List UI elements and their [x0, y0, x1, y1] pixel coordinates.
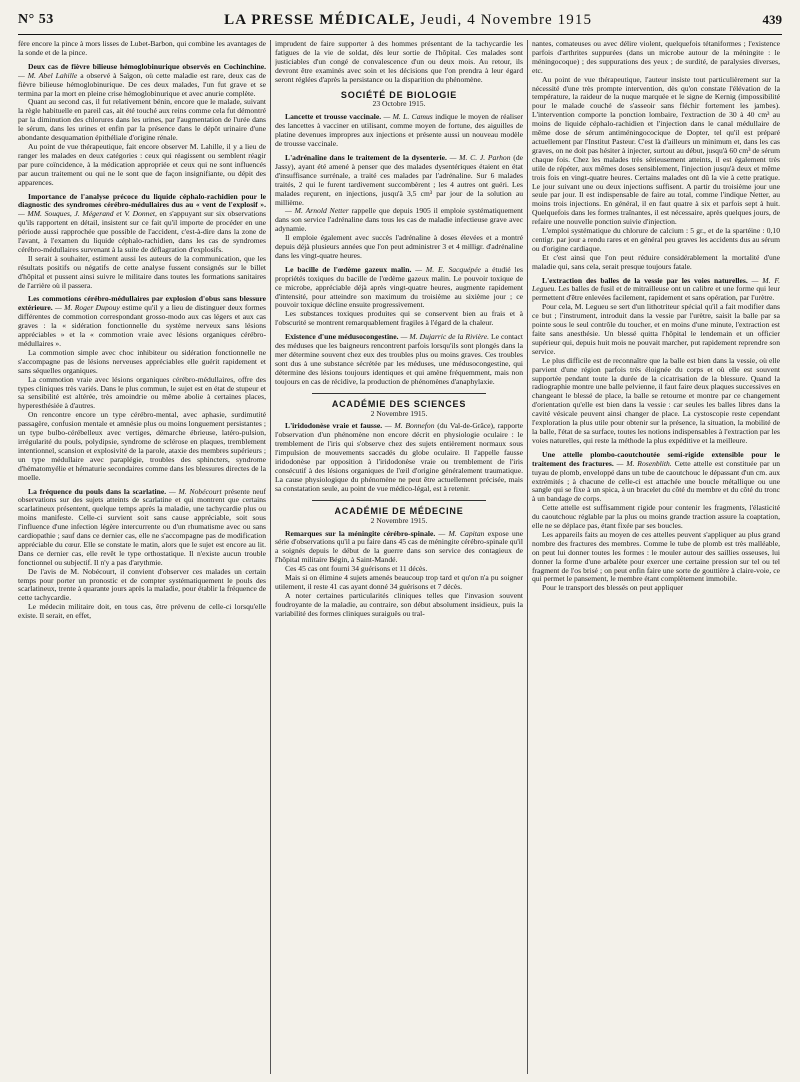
column-1	[18, 40, 266, 1082]
article-text: présente neuf observations sur des sujets atteints de scarlatine et qui montrent que certains scarlatineux présentent, quelque temps après la maladie, une tachycardie plus ou moins manifeste. Celle-ci survient soit sans cause appréciable, soit sous l'influence d'une infection légère intercurrente ou d'un rhumatisme avec ou sans cardiopathie ; sauf dans ce dernier cas, elle ne s'accompagne pas de modification appréciable du cœur. Elle se constate le matin, alors que le sujet est encore au lit. Dans ce dernier cas, elle revêt le type orthostatique. Il n'existe aucun trouble fonctionnel ou subjectif. Il n'y a pas d'arythmie.	[18, 486, 266, 567]
section-date: 23 Octobre 1915.	[372, 99, 426, 109]
article-heading: Existence d'une médusocongestine.	[285, 332, 399, 342]
article-heading: Le bacille de l'œdème gazeux malin.	[285, 264, 412, 274]
article-text: en s'appuyant sur six observations qu'ils rapportent en détail, insistent sur ce fait qu'il importe de procéder en une période aussi rapprochée que possible de l'accident, c'est-à-dire dans la zone de l'avant, à l'examen du liquide céphalo-rachidien, dans les cas de syndromes cérébro-médullaires survenant à la suite de déflagration d'explosifs.	[18, 209, 266, 254]
section-title: ACADÉMIE DE MÉDECINE	[334, 505, 464, 516]
issue-date: Jeudi, 4 Novembre 1915	[420, 11, 593, 28]
article-lead	[275, 113, 523, 149]
paragraph: Le médecin militaire doit, en tous cas, être prévenu de celle-ci lorsqu'elle existe. Il serait, en effet,	[18, 602, 266, 621]
paragraph: nantes, comateuses ou avec délire violent, quelquefois tétaniformes ; l'existence parfois d'arthrites suppurées (dans un microbe autour de la méningite : le méningocoque) ; des suppurations des yeux ; de surdité, de paralysies diverses, etc.	[532, 40, 780, 75]
article-author: — M. E. Sacquépée	[415, 264, 481, 274]
article-text: Cette attelle est constituée par un tuyau de plomb, enveloppé dans un tube de caoutchouc le dépassant d'un cm. aux extrémités ; à chacune de celle-ci est attachée une boucle métallique ou une sangle qui se fixe à un spica, à un bracelet du côté du membre et du côté du tronc à un bandage de corps.	[532, 458, 780, 504]
article-text: (du Val-de-Grâce), rapporte l'observation d'un phénomène non encore décrit en physiologie oculaire : le tremblement de l'iris qui s'observe chez des sujets entièrement normaux sous l'impulsion de mouvements saccadés du globe oculaire. Il l'appelle fausse iridodonèse par opposition à l'iridodonèse vraie ou tremblement de l'iris consécutif à des lésions organiques de l'œil d'origine généralement traumatique. La cause physiologique du phénomène ne peut être actuellement précisée, mais sa constatation seule, au point de vue médico-légal, est à retenir.	[275, 421, 523, 493]
article-text: estime qu'il y a lieu de distinguer deux formes différentes de commotion correspondant grosso-modo aux cas légers et aux cas graves : la « sidération fonctionnelle du système nerveux sans lésions appréciables » et la « commotion vraie avec lésions organiques cérébro-médullaires ».	[18, 303, 266, 348]
article-text: rappelle que depuis 1905 il emploie systématiquement dans son service l'adrénaline dans tous les cas de maladie infectieuse grave avec adynamie.	[275, 206, 523, 234]
article-author: — M. L. Camus	[383, 112, 433, 122]
paragraph: Quant au second cas, il fut relativement bénin, encore que le malade, suivant la règle habituelle en pareil cas, ait été touché aux reins comme cela fut démontré par la diminution des chlorures dans les urines, par l'augmentation de l'urée dans le sérum, dans les urines et enfin par la présence dans le dépôt urinaire d'une abondante desquamation épithéliale d'origine rénale.	[18, 97, 266, 143]
article-lead	[18, 193, 266, 255]
page-number: 439	[762, 12, 782, 27]
section-divider	[312, 500, 486, 501]
article-lead	[275, 154, 523, 207]
article-author: — M. C. J. Parhon	[449, 152, 511, 162]
article-lead	[275, 266, 523, 311]
article-author: — M. Bonnefon	[384, 421, 435, 431]
article-text: (de Jassy), ayant été amené à penser que des malades dysentériques étaient en état d'insuffisance surrénale, a traité ces malades par l'adrénaline. Sur 6 malades traités, 2 qui le furent tardivement succombèrent ; les 4 autres ont guéri. Les malades reçurent, en injections, jusqu'à 3,5 cm³ par jour de la solution au millième.	[275, 152, 523, 207]
column-rule	[527, 40, 528, 1074]
journal-title: LA PRESSE MÉDICALE,	[224, 11, 416, 28]
section-title: SOCIÉTÉ DE BIOLOGIE	[340, 89, 458, 100]
article-author: — M. Roger Dupouy	[55, 303, 120, 313]
paragraph: imprudent de faire supporter à des hommes présentant de la tachycardie les fatigues de la vie de soldat, dès leur sortie de l'hôpital. Ces malades sont justiciables d'un congé de convalescence d'un ou deux mois. Au retour, ils devront être examinés avec soin et les décisions que l'on prendra à leur égard seront réglées d'après la persistance ou la disparition du phénomène.	[275, 40, 523, 84]
article-text: Les balles de fusil et de mitrailleuse ont un calibre et une forme qui leur permettent d'être enlevées facilement, rapidement et sans opération, par l'urètre.	[532, 284, 780, 303]
column-2	[275, 40, 523, 1082]
paragraph: Pour le transport des blessés on peut appliquer	[542, 583, 684, 593]
article-heading: La fréquence du pouls dans la scarlatine.	[28, 486, 167, 496]
page-header	[18, 6, 782, 35]
column-rule	[270, 40, 271, 1074]
section-title: ACADÉMIE DES SCIENCES	[331, 398, 467, 409]
paragraph: Il serait à souhaiter, estiment aussi les auteurs de la communication, que les résultats positifs ou négatifs de cette analyse fussent consignés sur le billet d'hôpital et pussent ainsi suivre le militaire dans toutes les formations sanitaires de l'arrière où il passera.	[18, 253, 266, 290]
article-lead	[18, 295, 266, 348]
article-author: — M. Dujarric de la Rivière.	[400, 332, 489, 342]
article-heading: Une attelle plombo-caoutchoutée semi-rigide extensible pour le traitement des fractures.	[532, 449, 780, 468]
article-lead	[532, 277, 780, 304]
paragraph: La commotion vraie avec lésions organiques cérébro-médullaires, offre des types cliniques très variés. Dans le plus commun, le sujet est en état de stupeur et sa sensibilité est altérée, très amoindrie ou même abolie à certaines places, hyperesthésiée à d'autres.	[18, 374, 266, 411]
text-columns	[18, 40, 782, 1082]
paragraph: La commotion simple avec choc inhibiteur ou sidération fonctionnelle ne s'accompagne pas de lésions nerveuses appréciables elle guérit rapidement et sans séquelles organiques.	[18, 347, 266, 375]
issue-number: N° 53	[18, 12, 54, 27]
article-lead	[275, 422, 523, 493]
article-text: indique le moyen de réaliser des lancettes à vacciner en utilisant, comme moyen de fortune, des aiguilles de platine devenues impropres aux injections et présente aussi un nouveau modèle de trousse vaccinale.	[275, 112, 523, 149]
paragraph: Cette attelle est suffisamment rigide pour contenir les fragments, l'élasticité du caoutchouc réglable par la plus ou moins grande traction assure la coaptation, elle ne se déplace pas, étant fixée par ses boucles.	[532, 503, 780, 531]
article-heading: Les commotions cérébro-médullaires par explosion d'obus sans blessure extérieure.	[18, 294, 266, 313]
section-date: 2 Novembre 1915.	[370, 515, 428, 525]
article-lead	[275, 333, 523, 386]
paragraph: On rencontre encore un type cérébro-mental, avec aphasie, surdimutité passagère, confusion mentale et amnésie plus ou moins longuement persistantes ; un type bulbo-cérébelleux avec vertiges, démarche ébrieuse, latéro-pulsion, irrégularité du pouls, polydipsie, syndrome de sclérose en plaques, tremblement intentionnel, scansion et explosivité de la parole, ataxie des membres supérieurs ; un type médullaire avec paraplégie, troubles des sphincters, syndrome d'hématomyélie et hématurie secondaires comme dans les blessures directes de la moelle.	[18, 410, 266, 482]
paragraph: Ces 45 cas ont fourni 34 guérisons et 11 décès.	[285, 564, 428, 574]
section-date: 2 Novembre 1915.	[370, 408, 428, 418]
article-lead	[532, 451, 780, 504]
paragraph: Les substances toxiques produites qui se conservent bien au frais et à l'obscurité se montrent remarquablement fragiles à l'égard de la chaleur.	[275, 309, 523, 328]
article-heading: Deux cas de fièvre bilieuse hémoglobinurique observés en Cochinchine.	[28, 61, 266, 71]
paragraph: Et c'est ainsi que l'on peut réduire considérablement la mortalité d'une maladie qui, sans cela, serait presque toujours fatale.	[532, 252, 780, 271]
article-lead	[18, 63, 266, 99]
paragraph: L'emploi systématique du chlorure de calcium : 5 gr., et de la spartéine : 0,10 centigr. par jour a rendu rares et en général peu graves les accidents dus au sérum ou d'origine cardiaque.	[532, 226, 780, 253]
column-3	[532, 40, 780, 1082]
article-author: — M. F. Legueu.	[532, 275, 780, 294]
article-author: — MM. Souques, J. Mégerand et V. Donnet,	[18, 209, 157, 219]
article-author: — M. Nobécourt	[168, 486, 222, 496]
section-divider	[312, 393, 486, 394]
article-author: — M. Rosenblith.	[616, 458, 672, 468]
paragraph: Pour cela, M. Legueu se sert d'un lithotriteur spécial qu'il a fait modifier dans ce but ; l'instrument, introduit dans la vessie par l'urètre, saisit la balle par sa pointe sous le seul contrôle du toucher, et en moins d'une minute, l'extraction est faite sans anesthésie. Un blessé quitta l'hôpital le lendemain et un officier supérieur qui, depuis huit mois ne pouvait marcher, put rapidement reprendre son service.	[532, 302, 780, 356]
article-heading: L'iridodonèse vraie et fausse.	[285, 421, 383, 431]
paragraph: Au point de vue thérapeutique, fait encore observer M. Lahille, il y a lieu de ranger les malades en deux catégories : ceux qui réagissent ou semblent réagir par pure coïncidence, à la médication appropriée et ceux qui ne sont influencés par aucun traitement ou qui ne le sont que de façon insignifiante, ou dépit des apparences.	[18, 141, 266, 187]
paragraph: fère encore la pince à mors lisses de Lubet-Barbon, qui combine les avantages de la sonde et de la pince.	[18, 40, 266, 57]
article-author: — M. Arnold Netter	[285, 206, 349, 216]
journal-title-line	[224, 12, 592, 29]
article-heading: L'extraction des balles de la vessie par les voies naturelles.	[542, 275, 748, 285]
article-heading: Importance de l'analyse précoce du liquide céphalo-rachidien pour le diagnostic des syndromes cérébro-médullaires dus au « vent de l'explosif ».	[18, 191, 266, 210]
paragraph: Les appareils faits au moyen de ces attelles peuvent s'appliquer au plus grand nombre des fractures des membres. Comme le tube de plomb est très malléable, on peut lui donner toutes les formes : le mouler autour des saillies osseuses, lui donner la forme d'une arbalète pour exercer une certaine pression sur tel ou tel fragment de l'os brisé ; on peut enfin faire une sorte de gouttière à claire-voie, ce qui permet le pansement, le membre étant complètement immobile.	[532, 529, 780, 584]
article-text: a étudié les propriétés toxiques du bacille de l'œdème gazeux malin. Le pouvoir toxique de ce microbe, appréciable déjà après vingt-quatre heures, augmente rapidement d'intensité, pour atteindre son maximum du troisième au sixième jour ; ce pouvoir toxique décline ensuite progressivement.	[275, 264, 523, 310]
article-lead	[18, 488, 266, 568]
article-heading: Lancette et trousse vaccinale.	[285, 112, 382, 122]
paragraph: A noter certaines particularités cliniques telles que l'invasion souvent foudroyante de la maladie, au contraire, son début absolument insidieux, puis la variabilité des formes cliniques suraiguës ou tral-	[275, 590, 523, 618]
article-text: Le contact des méduses que les baigneurs rencontrent parfois lorsqu'ils sont plongés dans la mer détermine souvent chez eux des troubles plus ou moins graves. Ces troubles sont dus à une substance sécrétée par les méduses, une médusocongestine, qui détermine des lésions toujours identiques et qui amène fréquemment, mais non toujours en cas de récidive, la production de phénomènes d'anaphylaxie.	[275, 332, 523, 386]
article-heading: L'adrénaline dans le traitement de la dysenterie.	[285, 152, 447, 162]
paragraph: Il emploie également avec succès l'adrénaline à doses élevées et a montré depuis déjà plusieurs années que l'on peut administrer 3 et 4 milligr. d'adrénaline dans les vingt-quatre heures.	[275, 233, 523, 260]
paragraph: De l'avis de M. Nobécourt, il convient d'observer ces malades un certain temps pour porter un pronostic et de compter systématiquement le pouls des scarlatineux, trente à quarante jours après la maladie, pour établir la fréquence de cette tachycardie.	[18, 566, 266, 603]
article-heading: Remarques sur la méningite cérébro-spinale.	[285, 528, 436, 538]
paragraph: Le plus difficile est de reconnaître que la balle est bien dans la vessie, où elle parvient d'une région parfois très éloignée du corps et où elle est souvent supportée pendant toute la durée de la cicatrisation de la blessure. Quand la radiographie montre une balle pelvienne, il faut faire deux plaques successives en changeant le blessé de place, la balle se retourne et montre par ce changement d'orientation qu'elle est bien dans la vessie : car seules les balles libres dans la cavité vésicale peuvent ainsi changer de place. La cystoscopie reste cependant l'exploration la plus utile pour obtenir sur la présence, la situation, la mobilité de la balle, l'état de sa surface, toutes les notions indispensables à l'extraction par les voies naturelles, qui reste la méthode la plus expéditive et la meilleure.	[532, 355, 780, 445]
article-text: a observé à Saïgon, où cette maladie est rare, deux cas de fièvre bilieuse hémoglobinurique. De ces deux malades, l'un fut grave et se termina par la mort en pleine crise hémoglobinurique et avec anurie complète.	[18, 70, 266, 98]
article-lead	[275, 530, 523, 566]
paragraph: Au point de vue thérapeutique, l'auteur insiste tout particulièrement sur la nécessité d'une très prompte intervention, dès qu'on constate l'élévation de la température, la raideur de la nuque marquée et le signe de Kernig (impossibilité pour le malade couché de s'asseoir sans fléchir fortement les jambes). L'intervention comporte la ponction lombaire, l'extraction de 30 à 40 cm³ au moins de liquide céphalo-rachidien et l'injection dans le canal médullaire de même dose de sérum antiméningococique de Dopter, tel qu'il est préparé actuellement par l'Institut Pasteur. C'est là d'ailleurs un minimum et, dans les cas graves, on ne doit pas hésiter à injecter, surtout au début, jusqu'à 60 cm³ de sérum chaque fois. Chez les malades très sérieusement atteints, il est également très utile de répéter, aux mêmes doses sensiblement, l'injection jusqu'à deux et même trois fois en vingt-quatre heures. Certains malades ont dû la vie à cette pratique. Le jour suivant une ou deux injections suffisent. A partir du troisième jour une seule par jour. Il est indispensable de faire au total, comme l'indique Netter, au moins trois injections. En général, il en faut quatre à six et parfois sept à huit. Quelquefois dans les formes traînantes, il est nécessaire, après quelques jours, de refaire une nouvelle ponction suivie d'injection.	[532, 74, 780, 227]
paragraph	[275, 207, 523, 234]
article-author: — M. Abel Lahille	[18, 70, 78, 80]
paragraph: Mais si on élimine 4 sujets amenés beaucoup trop tard et qu'on n'a pu soigner utilement, il reste 41 cas ayant donné 34 guérisons et 7 décès.	[275, 573, 523, 591]
article-author: — M. Capitan	[438, 528, 485, 538]
article-text: expose une série d'observations qu'il a pu faire dans 45 cas de méningite cérébro-spinale qu'il a soignés depuis le début de la guerre dans son service des contagieux de l'hôpital militaire Bégin, à Saint-Mandé.	[275, 528, 523, 565]
